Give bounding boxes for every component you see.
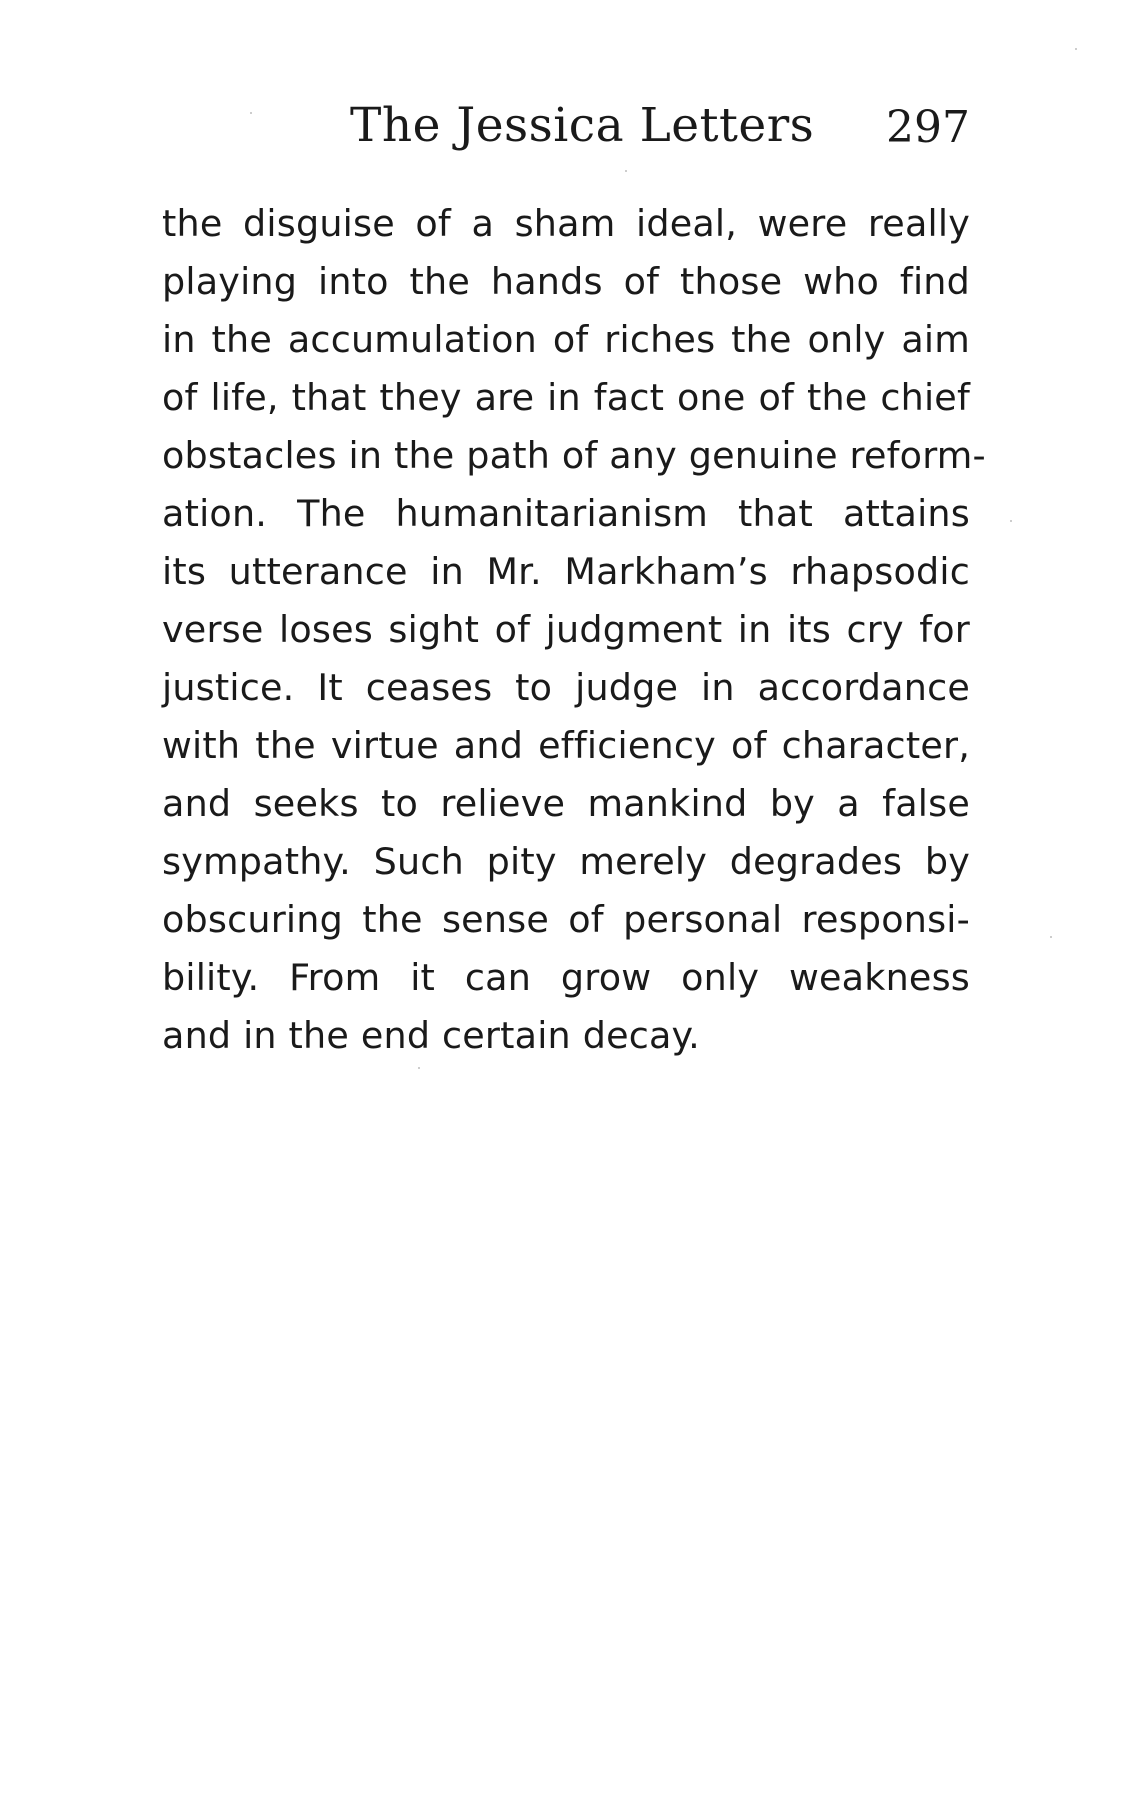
text-line: ation. The humanitarianism that attains — [162, 492, 970, 535]
scan-speck — [1050, 936, 1052, 938]
text-line: justice. It ceases to judge in accordance — [162, 666, 970, 709]
running-title: The Jessica Letters — [350, 98, 815, 153]
text-line: and seeks to relieve mankind by a false — [162, 782, 970, 825]
body-paragraph — [162, 195, 986, 1065]
text-line: and in the end certain decay. — [162, 1014, 700, 1057]
text-line: bility. From it can grow only weakness — [162, 956, 970, 999]
text-line: sympathy. Such pity merely degrades by — [162, 840, 970, 883]
text-line: the disguise of a sham ideal, were really — [162, 202, 970, 245]
running-head — [350, 96, 970, 156]
text-line: of life, that they are in fact one of the chief — [162, 376, 970, 419]
scan-speck — [250, 112, 252, 114]
page-number: 297 — [886, 102, 970, 153]
text-line: playing into the hands of those who find — [162, 260, 970, 303]
scan-speck — [1075, 48, 1077, 50]
text-line: verse loses sight of judgment in its cry for — [162, 608, 970, 651]
scan-speck — [1010, 520, 1012, 522]
text-line: in the accumulation of riches the only aim — [162, 318, 970, 361]
text-line: its utterance in Mr. Markham’s rhapsodic — [162, 550, 970, 593]
text-line: obscuring the sense of personal responsi- — [162, 898, 970, 941]
text-line: with the virtue and efficiency of character, — [162, 724, 970, 767]
scan-speck — [625, 170, 627, 172]
scan-speck — [418, 1067, 420, 1069]
text-line: obstacles in the path of any genuine reform- — [162, 434, 986, 477]
